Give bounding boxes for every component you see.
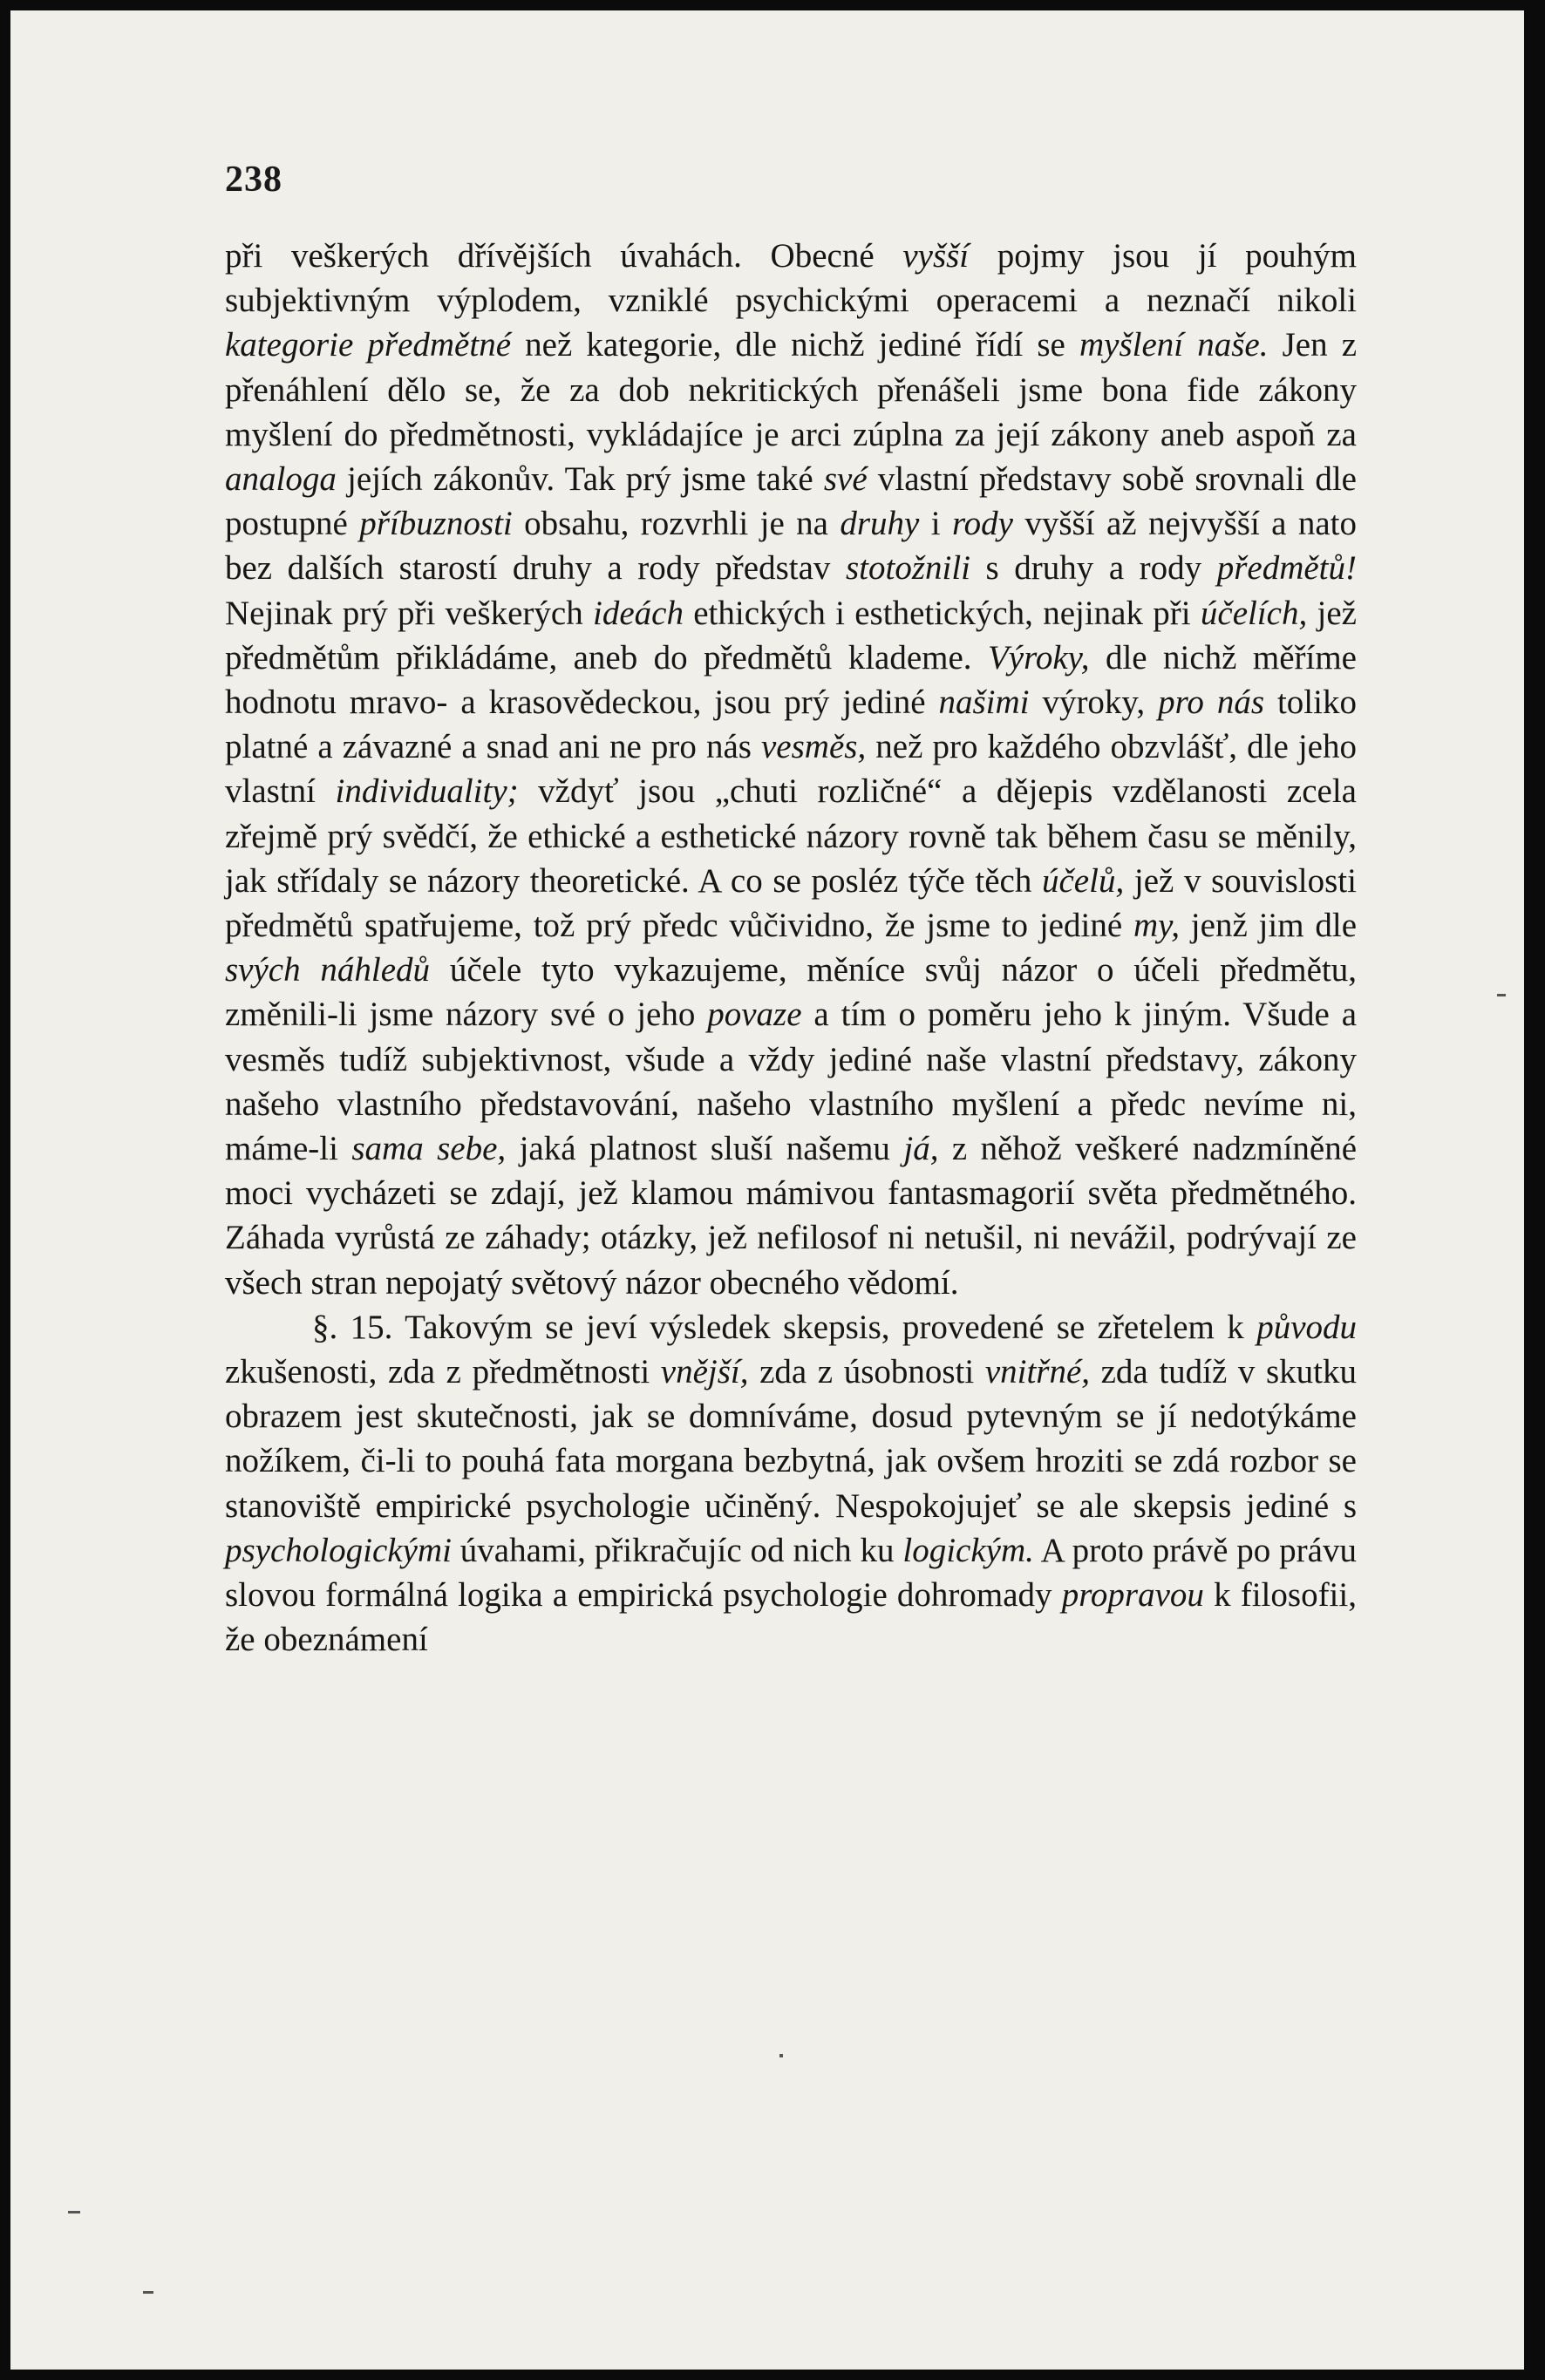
italic-term: propravou [1061,1576,1204,1615]
book-page [10,10,1524,2370]
text-run: dle nichž měříme hodnotu mravo- a krasovědeckou, jsou prý jediné [225,638,1357,722]
text-run: s druhy a rody [970,549,1217,588]
text-run: Nejinak prý při veškerých [225,594,593,632]
italic-term: kategorie předmětné [225,326,512,364]
italic-term: našimi [938,683,1030,722]
italic-term: předmětů! [1216,549,1357,588]
italic-term: ideách [593,594,684,632]
text-run: při veškerých dřívějších úvahách. Obecné [225,237,903,275]
text-run: §. 15. Takovým se jeví výsledek skepsis, provedené se zřetelem k [312,1308,1257,1346]
text-run: obsahu, rozvrhli je na [512,505,841,543]
italic-term: individuality; [335,772,519,811]
text-run: ethických i esthetických, nejinak při [683,594,1201,632]
text-run: zda tudíž v skutku obrazem jest skutečnosti, jak se domníváme, dosud pytevným se jí nedotýkáme nožíkem, či-li to pouhá fata morgana bezbytná, jak ovšem hroziti se zdá rozbor se stanoviště empirické psychologie učiněný. Nespokojujeť se ale skepsis jediné s [225,1353,1357,1525]
text-run: vždyť jsou „chuti rozličné“ a dějepis vzdělanosti zcela zřejmě prý svědčí, že ethické a esthetické názory rovně tak během času se měnily, jak střídaly se názory theoretické. A co se posléz týče těch [225,772,1357,900]
italic-term: pro nás [1158,683,1264,722]
text-run: z něhož veškeré nadzmíněné moci vycházeti se zdají, jež klamou mámivou fantasmagorií světa předmětného. Záhada vyrůstá ze záhady; otázky, jež nefilosof ni netušil, ni nevážil, podrývají ze všech stran nepojatý světový názor obecného vědomí. [225,1130,1358,1302]
italic-term: své [823,460,868,499]
italic-term: vyšší [902,237,970,275]
text-run: k filosofii, že obeznámení [225,1576,1357,1659]
paragraph-1 [225,234,1357,1305]
italic-term: příbuznosti [359,505,513,543]
italic-term: sama sebe, [351,1130,507,1168]
text-run: vlastní představy sobě srovnali dle postupné [225,460,1357,543]
italic-term: svých náhledů [225,951,431,989]
page-number: 238 [225,160,282,200]
text-run: výroky, [1029,683,1159,722]
text-run: A proto právě po právu slovou formálná logika a empirická psychologie dohromady [225,1531,1357,1615]
text-run: jenž jim dle [1180,907,1357,945]
italic-term: vnější, [660,1353,749,1391]
print-speck [143,2291,153,2294]
text-run: zkušenosti, zda z předmětnosti [225,1353,661,1391]
print-speck [68,2211,80,2213]
italic-term: účelů, [1042,861,1125,900]
print-speck [1497,994,1506,996]
text-run: i [919,505,952,543]
italic-term: rody [951,505,1013,543]
italic-term: stotožnili [845,549,971,588]
italic-term: vnitřné, [984,1353,1091,1391]
italic-term: vesměs, [761,728,867,766]
text-run: účele tyto vykazujeme, měníce svůj názor o účeli předmětu, změnili-li jsme názory své o jeho [225,951,1357,1034]
italic-term: Výroky, [987,638,1090,677]
text-run: toliko platné a závazné a snad ani ne pro nás [225,683,1357,766]
text-run: jež v souvislosti předmětů spatřujeme, tož prý předc vůčividno, že jsme to jediné [225,861,1357,945]
paragraph-2-section-15 [225,1305,1357,1663]
text-run: jaká platnost sluší našemu [506,1130,904,1168]
italic-term: původu [1256,1308,1357,1346]
italic-term: myšlení naše. [1079,326,1269,364]
italic-term: psychologickými [225,1531,452,1569]
italic-term: my, [1133,907,1181,945]
italic-term: logickým. [902,1531,1034,1569]
italic-term: analoga [225,460,337,499]
text-run: a tím o poměru jeho k jiným. Všude a vesměs tudíž subjektivnost, všude a vždy jediné naše vlastní představy, zákony našeho vlastního představování, našeho vlastního myšlení a předc nevíme ni, máme-li [225,996,1357,1168]
text-run: jež předmětům přikládáme, aneb do předmětů klademe. [225,594,1357,677]
text-run: než kategorie, dle nichž jediné řídí se [511,326,1079,364]
text-run: než pro každého obzvlášť, dle jeho vlastní [225,728,1357,811]
text-run: jejích zákonův. Tak prý jsme také [336,460,824,499]
italic-term: účelích, [1200,594,1308,632]
text-run: úvahami, přikračujíc od nich ku [451,1531,903,1569]
text-run: vyšší až nejvyšší a nato bez dalších starostí druhy a rody představ [225,505,1357,588]
italic-term: povaze [707,996,802,1034]
text-run: zda z úsobnosti [748,1353,985,1391]
text-run: pojmy jsou jí pouhým subjektivným výplodem, vzniklé psychickými operacemi a neznačí nikoli [225,237,1357,320]
italic-term: já, [903,1130,939,1168]
body-text [225,234,1357,1663]
text-run: Jen z přenáhlení dělo se, že za dob nekritických přenášeli jsme bona fide zákony myšlení do předmětnosti, vykládajíce je arci zúplna za její zákony aneb aspoň za [225,326,1358,453]
print-speck [779,2054,783,2057]
italic-term: druhy [840,505,920,543]
